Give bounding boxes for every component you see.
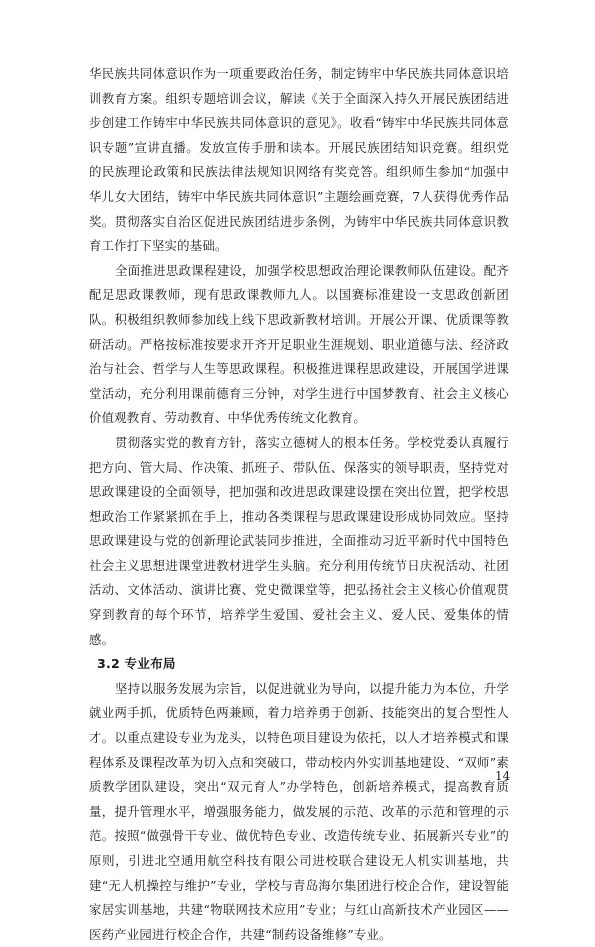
paragraph-specialty-layout: 坚持以服务发展为宗旨，以促进就业为导向，以提升能力为本位，升学就业两手抓，优质特色两兼顾，着力培养勇于创新、技能突出的复合型性人才。以重点建设专业为龙头，以特色项目建设为依托，以人才培养模式和课程体系及课程改革为切入点和突破口，带动校内外实训基地建设、“双师”素质教学团队建设，突出“双元育人”办学特色，创新培养模式，提高教育质量，提升管理水平，增强服务能力，做发展的示范、改革的示范和管理的示范。按照“做强骨干专业、做优特色专业、改造传统专业、拓展新兴专业”的原则，引进北空通用航空科技有限公司进校联合建设无人机实训基地，共建“无人机操控与维护”专业，学校与青岛海尔集团进行校企合作，建设智能家居实训基地，共建“物联网技术应用”专业；与红山高新技术产业园区——医药产业园进行校企合作，共建“制药设备维修”专业。	[89, 680, 509, 942]
page-body	[89, 62, 509, 947]
page-number: 14	[495, 769, 511, 783]
paragraph-education-policy: 贯彻落实党的教育方针，落实立德树人的根本任务。学校党委认真履行把方向、管大局、作决策、抓班子、带队伍、保落实的领导职责，坚持党对思政课建设的全面领导，把加强和改进思政课建设摆在突出位置，把学校思想政治工作紧紧抓在手上，推动各类课程与思政课建设形成协同效应。坚持思政课建设与党的创新理论武装同步推进，全面推动习近平新时代中国特色社会主义思想进课堂进教材进学生头脑。充分利用传统节日庆祝活动、社团活动、文体活动、演讲比赛、党史微课堂等，把弘扬社会主义核心价值观贯穿到教育的每个环节，培养学生爱国、爱社会主义、爱人民、爱集体的情感。	[89, 434, 509, 647]
paragraph-curriculum: 全面推进思政课程建设，加强学校思想政治理论课教师队伍建设。配齐配足思政课教师，现有思政课教师九人。以国赛标准建设一支思政创新团队。积极组织教师参加线上线下思政新教材培训。开展公开课、优质课等教研活动。严格按标准按要求开齐开足职业生涯规划、职业道德与法、经济政治与社会、哲学与人生等思政课程。积极推进课程思政建设，开展国学进课堂活动，充分利用课前德育三分钟，对学生进行中国梦教育、社会主义核心价值观教育、劳动教育、中华优秀传统文化教育。	[89, 262, 509, 426]
section-heading: 3.2 专业布局	[97, 656, 176, 672]
paragraph-continuation: 华民族共同体意识作为一项重要政治任务，制定铸牢中华民族共同体意识培训教育方案。组织专题培训会议，解读《关于全面深入持久开展民族团结进步创建工作铸牢中华民族共同体意识的意见》。收看“铸牢中华民族共同体意识专题”宣讲直播。发放宣传手册和读本。开展民族团结知识竞赛。组织党的民族理论政策和民族法律法规知识网络有奖竞答。组织师生参加“加强中华儿女大团结，铸牢中华民族共同体意识”主题绘画竞赛，7人获得优秀作品奖。贯彻落实自治区促进民族团结进步条例，为铸牢中华民族共同体意识教育工作打下坚实的基础。	[89, 66, 509, 254]
